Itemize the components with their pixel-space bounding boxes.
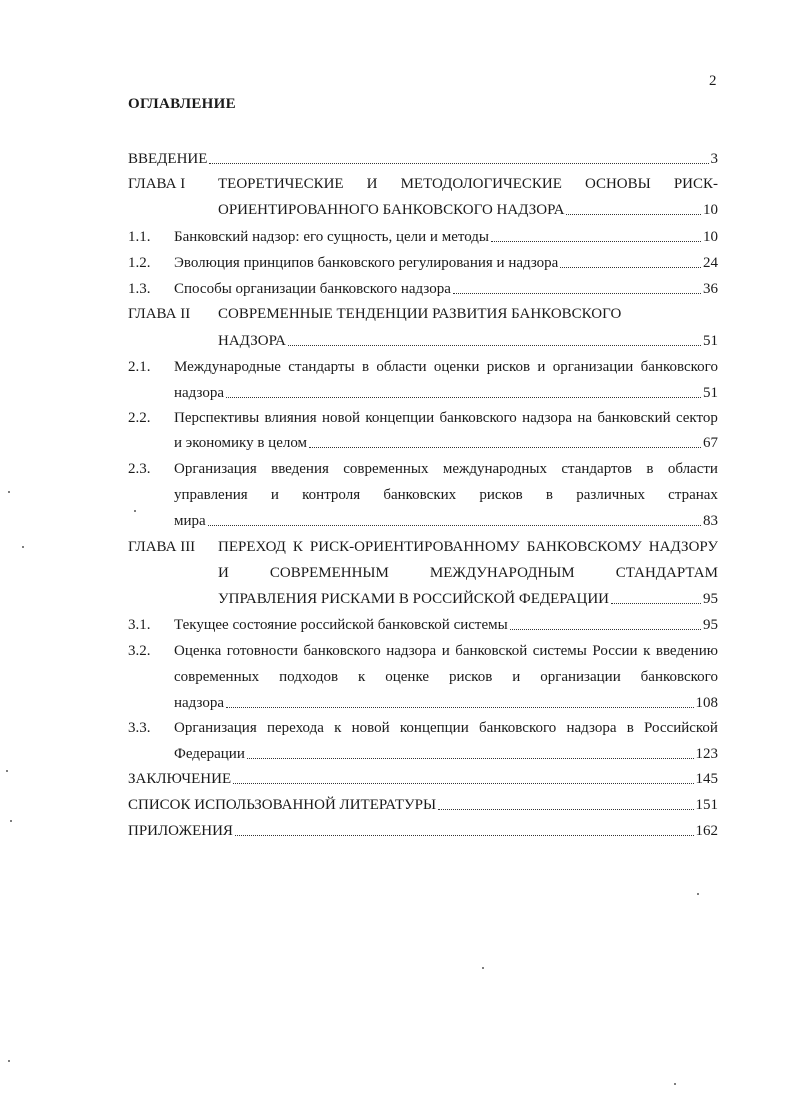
toc-entry-references[interactable] [128, 788, 718, 814]
section-title-line1: Перспективы влияния новой концепции банковского надзора на банковский сектор [174, 410, 718, 426]
dot-leader [288, 333, 701, 346]
dot-leader [226, 695, 694, 708]
toc-section-3-2[interactable] [128, 634, 718, 660]
scan-speck [8, 1060, 10, 1062]
entry-page: 3 [710, 151, 718, 167]
toc-chapter-3[interactable] [128, 530, 718, 556]
entry-page: 36 [703, 281, 718, 297]
chapter-title-line3: УПРАВЛЕНИЯ РИСКАМИ В РОССИЙСКОЙ ФЕДЕРАЦИИ [218, 591, 610, 607]
dot-leader [438, 797, 693, 810]
toc-section-2-2-cont[interactable] [128, 426, 718, 452]
dot-leader [209, 151, 708, 164]
scan-speck [697, 893, 699, 895]
section-number: 2.3. [128, 461, 151, 477]
scan-speck [10, 820, 12, 822]
dot-leader [611, 591, 701, 604]
section-title-line1: Международные стандарты в области оценки рисков и организации банковского [174, 359, 718, 375]
section-title-line1: Организация перехода к новой концепции банковского надзора в Российской [174, 720, 718, 736]
toc-chapter-2[interactable] [128, 297, 718, 323]
chapter-title-line2: НАДЗОРА [218, 333, 286, 349]
scan-speck [674, 1083, 676, 1085]
dot-leader [233, 771, 693, 784]
section-title-line2: надзора [174, 385, 224, 401]
section-title: Способы организации банковского надзора [174, 281, 451, 297]
chapter-label: ГЛАВА II [128, 306, 191, 322]
toc-section-2-2[interactable] [128, 401, 718, 427]
scan-speck [134, 510, 136, 512]
chapter-label: ГЛАВА I [128, 176, 186, 192]
toc-title: ОГЛАВЛЕНИЕ [128, 96, 236, 112]
toc-chapter-1-cont[interactable] [128, 193, 718, 219]
chapter-title-line2: И СОВРЕМЕННЫМ МЕЖДУНАРОДНЫМ СТАНДАРТАМ [218, 565, 718, 581]
entry-page: 10 [703, 229, 718, 245]
section-title-line2: Федерации [174, 746, 245, 762]
section-number: 1.3. [128, 281, 151, 297]
toc-section-2-1-cont[interactable] [128, 376, 718, 402]
dot-leader [453, 281, 701, 294]
section-number: 3.2. [128, 643, 151, 659]
dot-leader [560, 255, 701, 268]
dot-leader [510, 617, 701, 630]
toc-section-3-2-cont1[interactable] [128, 660, 718, 686]
toc-section-2-3[interactable] [128, 452, 718, 478]
section-title-line1: Организация введения современных международных стандартов в области [174, 461, 718, 477]
entry-page: 51 [703, 385, 718, 401]
entry-page: 123 [695, 746, 718, 762]
toc-section-1-2[interactable] [128, 246, 718, 272]
entry-page: 95 [703, 591, 718, 607]
entry-page: 24 [703, 255, 718, 271]
section-number: 1.2. [128, 255, 151, 271]
dot-leader [235, 823, 694, 836]
section-title-line1: Оценка готовности банковского надзора и банковской системы России к введению [174, 643, 718, 659]
dot-leader [309, 435, 701, 448]
entry-page: 95 [703, 617, 718, 633]
section-title: Эволюция принципов банковского регулирования и надзора [174, 255, 559, 271]
section-title: Текущее состояние российской банковской системы [174, 617, 508, 633]
section-title-line2: и экономику в целом [174, 435, 308, 451]
entry-page: 145 [695, 771, 718, 787]
section-number: 3.1. [128, 617, 151, 633]
scan-speck [6, 770, 8, 772]
toc-section-1-3[interactable] [128, 272, 718, 298]
dot-leader [491, 229, 701, 242]
toc-section-3-2-cont2[interactable] [128, 686, 718, 712]
section-number: 2.2. [128, 410, 151, 426]
toc-entry-appendix[interactable] [128, 814, 718, 840]
toc-section-3-1[interactable] [128, 608, 718, 634]
section-number: 3.3. [128, 720, 151, 736]
toc-section-1-1[interactable] [128, 220, 718, 246]
entry-page: 162 [695, 823, 718, 839]
toc-entry-conclusion[interactable] [128, 762, 718, 788]
dot-leader [566, 202, 701, 215]
dot-leader [208, 513, 701, 526]
dot-leader [226, 385, 701, 398]
toc-section-3-3[interactable] [128, 711, 718, 737]
chapter-title-line1: ТЕОРЕТИЧЕСКИЕ И МЕТОДОЛОГИЧЕСКИЕ ОСНОВЫ РИСК- [218, 176, 718, 192]
chapter-title-line2: ОРИЕНТИРОВАННОГО БАНКОВСКОГО НАДЗОРА [218, 202, 565, 218]
entry-label: СПИСОК ИСПОЛЬЗОВАННОЙ ЛИТЕРАТУРЫ [128, 797, 437, 813]
scan-speck [8, 491, 10, 493]
entry-label: ЗАКЛЮЧЕНИЕ [128, 771, 232, 787]
chapter-title-line1: СОВРЕМЕННЫЕ ТЕНДЕНЦИИ РАЗВИТИЯ БАНКОВСКОГО [218, 306, 622, 322]
toc-chapter-2-cont[interactable] [128, 324, 718, 350]
chapter-title-line1: ПЕРЕХОД К РИСК-ОРИЕНТИРОВАННОМУ БАНКОВСКОМУ НАДЗОРУ [218, 539, 718, 555]
entry-page: 83 [703, 513, 718, 529]
section-title: Банковский надзор: его сущность, цели и методы [174, 229, 489, 245]
section-title-line2: современных подходов к оценке рисков и организации банковского [174, 669, 718, 685]
scan-speck [22, 546, 24, 548]
section-title-line3: надзора [174, 695, 224, 711]
page-number: 2 [709, 73, 717, 89]
entry-page: 51 [703, 333, 718, 349]
section-number: 1.1. [128, 229, 151, 245]
toc-entry-intro[interactable] [128, 142, 718, 168]
toc-section-2-1[interactable] [128, 350, 718, 376]
toc-section-2-3-cont1[interactable] [128, 478, 718, 504]
toc-chapter-3-cont1[interactable] [128, 556, 718, 582]
entry-page: 10 [703, 202, 718, 218]
chapter-label: ГЛАВА III [128, 539, 196, 555]
scan-speck [482, 967, 484, 969]
toc-chapter-1[interactable] [128, 167, 718, 193]
entry-label: ПРИЛОЖЕНИЯ [128, 823, 233, 839]
section-title-line3: мира [174, 513, 206, 529]
toc-chapter-3-cont2[interactable] [128, 582, 718, 608]
section-number: 2.1. [128, 359, 151, 375]
toc-section-2-3-cont2[interactable] [128, 504, 718, 530]
entry-page: 151 [695, 797, 718, 813]
dot-leader [247, 746, 694, 759]
entry-page: 67 [703, 435, 718, 451]
entry-page: 108 [695, 695, 718, 711]
entry-label: ВВЕДЕНИЕ [128, 151, 208, 167]
section-title-line2: управления и контроля банковских рисков в различных странах [174, 487, 718, 503]
toc-section-3-3-cont[interactable] [128, 737, 718, 763]
